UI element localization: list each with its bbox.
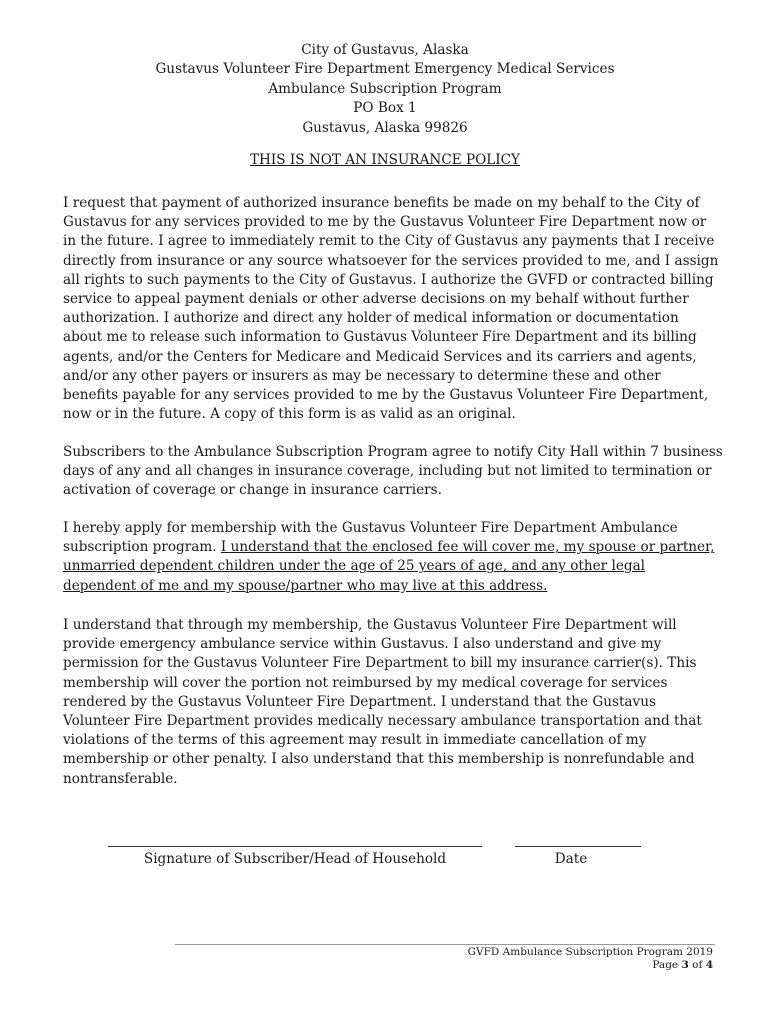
paragraph-line: membership or other penalty. I also understand that this membership is nonrefundable and <box>63 751 695 768</box>
date-signature-line[interactable] <box>515 846 641 847</box>
footer-divider <box>175 944 715 945</box>
paragraph-line <box>63 538 713 557</box>
header-program: Ambulance Subscription Program <box>268 80 502 97</box>
paragraph-line: Gustavus for any services provided to me by the Gustavus Volunteer Fire Department now or <box>63 214 707 231</box>
authorization-paragraph <box>63 194 719 424</box>
paragraph-line: now or in the future. A copy of this form is as valid as an original. <box>63 406 516 423</box>
paragraph-line: service to appeal payment denials or other adverse decisions on my behalf without further <box>63 291 689 308</box>
paragraph-line: nontransferable. <box>63 770 178 787</box>
paragraph-line: benefits payable for any services provided to me by the Gustavus Volunteer Fire Department, <box>63 387 709 404</box>
header-po-box: PO Box 1 <box>353 100 417 117</box>
coverage-statement: I understand that the enclosed fee will cover me, my spouse or partner, <box>220 539 715 556</box>
paragraph-line: activation of coverage or change in insurance carriers. <box>63 482 442 499</box>
paragraph-line: membership will cover the portion not reimbursed by my medical coverage for services <box>63 674 668 691</box>
page-number <box>468 959 713 972</box>
coverage-statement: unmarried dependent children under the age of 25 years of age, and any other legal <box>63 558 646 575</box>
membership-application-paragraph <box>63 519 713 596</box>
paragraph-line: I request that payment of authorized insurance benefits be made on my behalf to the City of <box>63 195 700 211</box>
plain-text: subscription program. <box>63 539 221 556</box>
paragraph-line: permission for the Gustavus Volunteer Fire Department to bill my insurance carrier(s). This <box>63 655 697 672</box>
paragraph-line: Subscribers to the Ambulance Subscription Program agree to notify City Hall within 7 business <box>63 444 723 460</box>
subscriber-signature-label: Signature of Subscriber/Head of Household <box>143 851 447 867</box>
paragraph-line: authorization. I authorize and direct any holder of medical information or documentation <box>63 310 679 327</box>
paragraph-line: in the future. I agree to immediately remit to the City of Gustavus any payments that I receive <box>63 233 715 250</box>
paragraph-line: violations of the terms of this agreement may result in immediate cancellation of my <box>63 732 647 749</box>
page-of: of <box>688 959 706 971</box>
paragraph-line: agents, and/or the Centers for Medicare and Medicaid Services and its carriers and agents, <box>63 348 697 365</box>
header-department: Gustavus Volunteer Fire Department Emergency Medical Services <box>155 61 615 78</box>
footer-program: GVFD Ambulance Subscription Program 2019 <box>467 946 713 958</box>
date-label: Date <box>554 851 588 867</box>
subscriber-signature-line[interactable] <box>108 846 482 847</box>
notification-paragraph <box>63 443 723 501</box>
header-address: Gustavus, Alaska 99826 <box>302 119 468 136</box>
coverage-statement: dependent of me and my spouse/partner who may live at this address. <box>63 577 548 594</box>
paragraph-line: I understand that through my membership, the Gustavus Volunteer Fire Department will <box>63 617 677 633</box>
paragraph-line: days of any and all changes in insurance coverage, including but not limited to termination or <box>63 463 712 480</box>
service-terms-paragraph <box>63 616 713 789</box>
paragraph-line: provide emergency ambulance service within Gustavus. I also understand and give my <box>63 636 662 653</box>
page-current: 3 <box>681 959 689 971</box>
header-city: City of Gustavus, Alaska <box>301 42 469 58</box>
page-prefix: Page <box>652 959 682 971</box>
paragraph-line: all rights to such payments to the City of Gustavus. I authorize the GVFD or contracted billing <box>63 271 714 288</box>
paragraph-line: directly from insurance or any source whatsoever for the services provided to me, and I assign <box>63 252 719 269</box>
paragraph-line: Volunteer Fire Department provides medically necessary ambulance transportation and that <box>63 713 702 730</box>
insurance-notice: THIS IS NOT AN INSURANCE POLICY <box>249 152 521 168</box>
paragraph-line: about me to release such information to Gustavus Volunteer Fire Department and its billing <box>63 329 697 346</box>
paragraph-line: rendered by the Gustavus Volunteer Fire Department. I understand that the Gustavus <box>63 693 656 710</box>
document-header <box>0 41 770 138</box>
paragraph-line: I hereby apply for membership with the Gustavus Volunteer Fire Department Ambulance <box>63 520 678 536</box>
page-footer <box>468 946 713 972</box>
paragraph-line: and/or any other payers or insurers as may be necessary to determine these and other <box>63 367 661 384</box>
page-total: 4 <box>705 959 713 971</box>
